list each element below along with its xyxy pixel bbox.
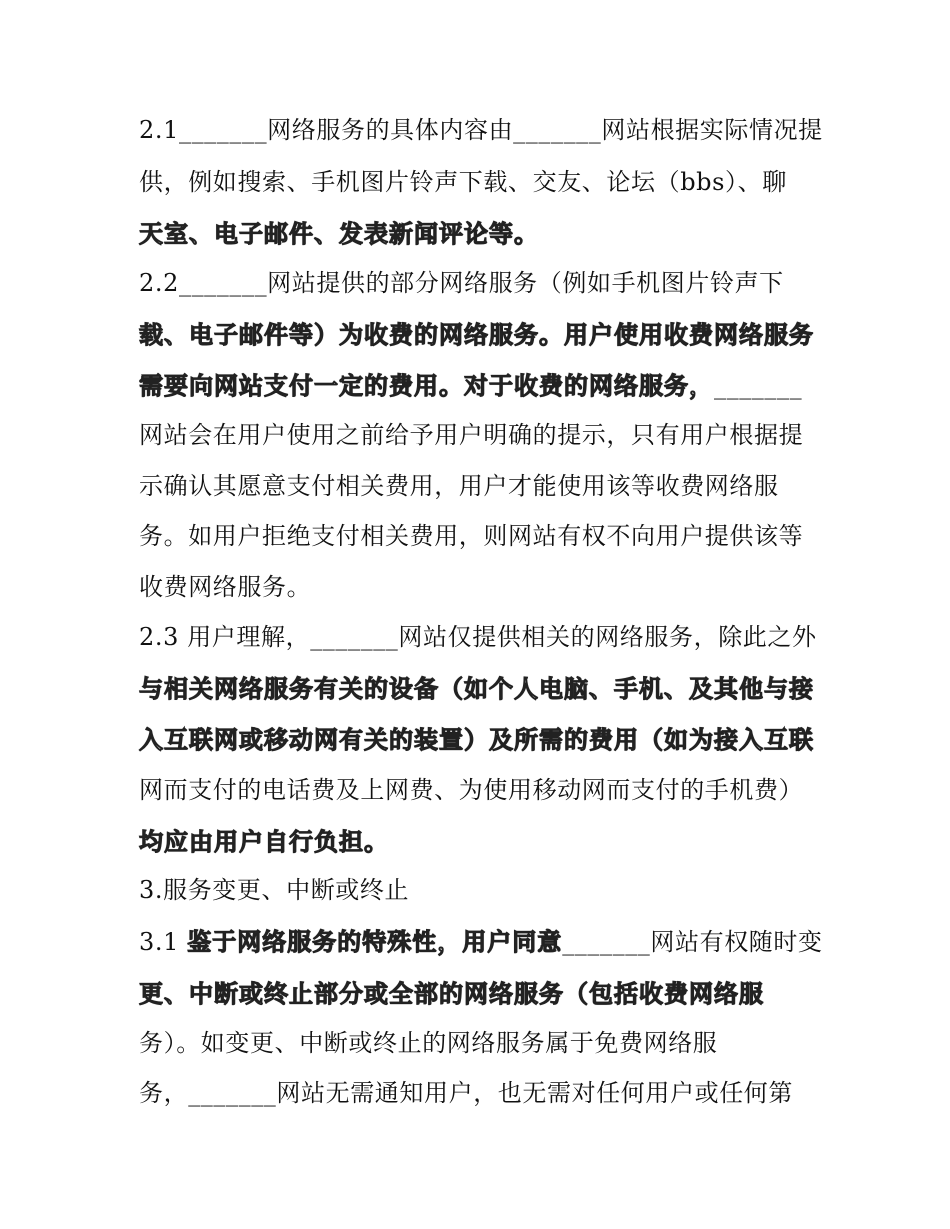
line-2-3-cont	[139, 723, 814, 757]
line-2-3-cont	[139, 773, 803, 807]
line-2-2-cont	[139, 418, 803, 452]
text-segment: 网而支付的电话费及上网费、为使用移动网而支付的手机费）	[139, 776, 804, 804]
text-segment: 示确认其愿意支付相关费用，用户才能使用该等收费网络服	[139, 472, 779, 500]
line-2-2-cont	[139, 369, 802, 403]
line-2-3-cont	[139, 672, 814, 706]
section-3-heading	[139, 873, 409, 907]
outlined-text-segment: 均应由用户自行负担。	[139, 828, 389, 856]
line-2-2-cont	[139, 519, 803, 553]
outlined-text-segment: 天室、电子邮件、发表新闻评论等。	[139, 220, 539, 248]
outlined-text-segment: 入互联网或移动网有关的装置）及所需的费用（如为接入互联	[139, 726, 814, 754]
line-2-2-cont	[139, 469, 779, 503]
outlined-text-segment: 与相关网络服务有关的设备（如个人电脑、手机、及其他与接	[139, 675, 814, 703]
text-segment: _______网站有权随时变	[562, 928, 823, 956]
text-segment: 3.服务变更、中断或终止	[139, 876, 410, 904]
text-segment: 2.1_______网络服务的具体内容由_______网站根据实际情况提	[139, 116, 823, 144]
text-segment: 供，例如搜索、手机图片铃声下载、交友、论坛（bbs）、聊	[139, 168, 787, 196]
text-segment: 3.1	[139, 928, 188, 956]
text-segment: 2.2_______网站提供的部分网络服务（例如手机图片铃声下	[139, 269, 784, 297]
outlined-text-segment: 鉴于网络服务的特殊性，用户同意	[187, 928, 563, 956]
line-2-3	[139, 620, 817, 654]
text-segment: 务，_______网站无需通知用户，也无需对任何用户或任何第	[139, 1079, 793, 1107]
outlined-text-segment: 需要向网站支付一定的费用。对于收费的网络服务，	[139, 372, 714, 400]
line-2-2-end	[139, 570, 311, 604]
text-segment: _______	[714, 372, 803, 400]
outlined-text-segment: 更、中断或终止部分或全部的网络服务（包括收费网络服	[139, 980, 764, 1008]
line-3-1-cont	[139, 1076, 793, 1110]
text-segment: 务。如用户拒绝支付相关费用，则网站有权不向用户提供该等	[139, 522, 804, 550]
text-segment: 2.3 用户理解，_______网站仅提供相关的网络服务，除此之外	[139, 623, 817, 651]
line-2-1	[139, 113, 823, 147]
text-segment: 务）。如变更、中断或终止的网络服务属于免费网络服	[139, 1029, 718, 1057]
line-2-1-end	[139, 217, 539, 251]
text-segment: 收费网络服务。	[139, 573, 312, 601]
outlined-text-segment: 载、电子邮件等）为收费的网络服务。用户使用收费网络服务	[139, 321, 814, 349]
line-3-1	[139, 925, 823, 959]
line-3-1-cont	[139, 1026, 717, 1060]
line-3-1-cont	[139, 977, 764, 1011]
text-segment: 网站会在用户使用之前给予用户明确的提示，只有用户根据提	[139, 421, 804, 449]
line-2-3-end	[139, 825, 389, 859]
line-2-2	[139, 266, 784, 300]
line-2-1-cont	[139, 165, 787, 199]
line-2-2-cont	[139, 318, 814, 352]
